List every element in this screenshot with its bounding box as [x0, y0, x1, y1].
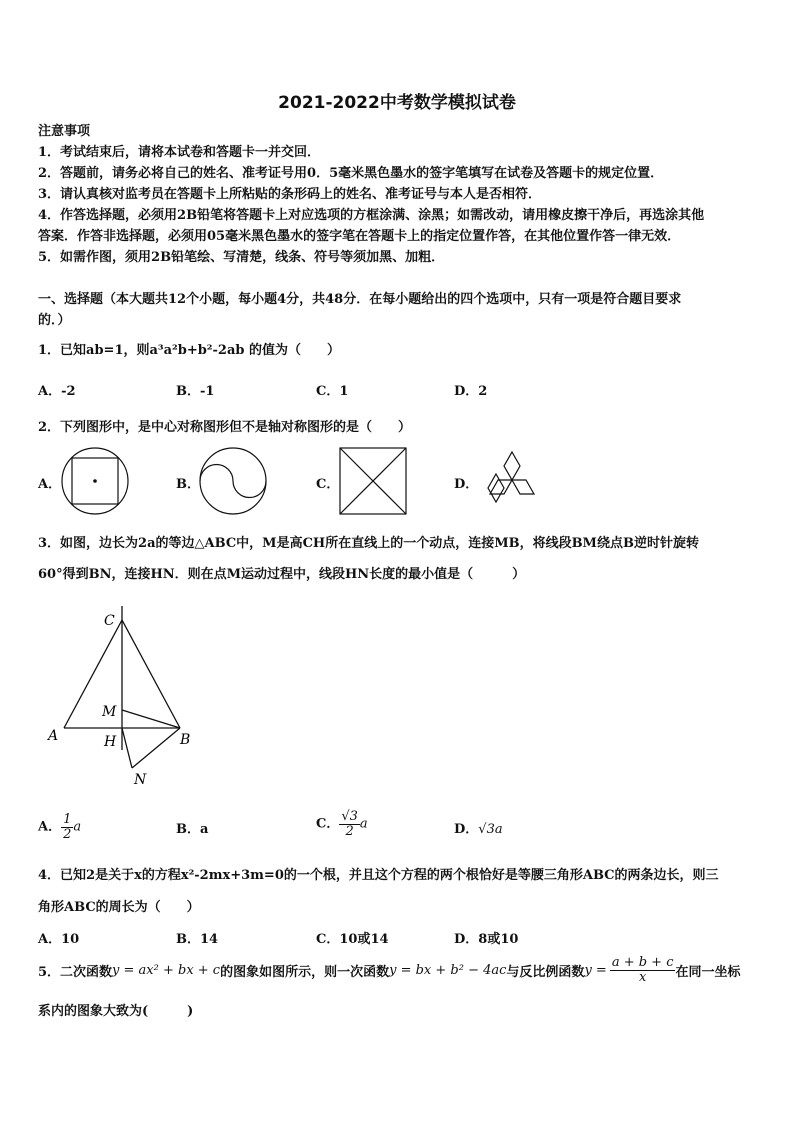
- question-3-stem: 3．如图，边长为2a的等边△ABC中，M是高CH所在直线上的一个动点，连接MB，将线段BM绕点B逆时针旋转: [38, 536, 699, 551]
- notice-item-1: 1．考试结束后，请将本试卷和答题卡一并交回．: [38, 145, 321, 160]
- inverse-formula-fraction: $\frac{a + b + c}{x}$: [611, 955, 674, 985]
- q2-figure-d: [474, 446, 550, 512]
- q2-label-c: C．: [316, 477, 340, 492]
- section-heading: 一、选择题（本大题共12个小题，每小题4分，共48分．在每小题给出的四个选项中，只有一项是符合题目要求: [38, 292, 682, 307]
- linear-formula: y = bx + b² − 4ac: [389, 962, 507, 978]
- point-label-c: C: [104, 613, 115, 629]
- notice-item-3: 3．请认真核对监考员在答题卡上所粘贴的条形码上的姓名、准考证号与本人是否相符．: [38, 187, 542, 202]
- q2-figure-a: [60, 446, 130, 516]
- question-5-stem-cont: 系内的图象大致为( ): [38, 1004, 194, 1019]
- q2-label-d: D．: [454, 477, 479, 492]
- q1-option-c: C．1: [316, 384, 349, 399]
- notice-item-5: 5．如需作图，须用2B铅笔绘、写清楚，线条、符号等须加黑、加粗．: [38, 250, 445, 265]
- q4-option-a: A．10: [38, 932, 80, 947]
- q4-option-d: D．8或10: [454, 932, 519, 947]
- q4-option-b: B．14: [176, 932, 219, 947]
- q4-option-c: C．10或14: [316, 932, 389, 947]
- q3-option-c: C． $\frac{√3}{2}$ a: [316, 809, 368, 839]
- q1-option-b: B．-1: [176, 384, 215, 399]
- question-4-stem-cont: 角形ABC的周长为（ ）: [38, 900, 200, 915]
- notice-item-4-cont: 答案．作答非选择题，必须用05毫米黑色墨水的签字笔在答题卡上的指定位置作答，在其他位置作答一律无效．: [38, 229, 681, 244]
- q2-label-a: A．: [38, 477, 62, 492]
- q2-figure-c: [338, 446, 408, 516]
- question-3-stem-cont: 60°得到BN，连接HN．则在点M运动过程中，线段HN长度的最小值是（ ）: [38, 567, 526, 582]
- q3-option-a: A． $\frac{1}{2}$ a: [38, 812, 82, 842]
- point-label-m: M: [102, 704, 117, 720]
- question-2-stem: 2．下列图形中，是中心对称图形但不是轴对称图形的是（ ）: [38, 420, 412, 435]
- q1-option-a: A．-2: [38, 384, 76, 399]
- question-1-stem: 1．已知ab=1，则a³a²b+b²-2ab 的值为（ ）: [38, 343, 340, 358]
- notice-heading: 注意事项: [38, 124, 91, 139]
- question-4-stem: 4．已知2是关于x的方程x²-2mx+3m=0的一个根，并且这个方程的两个根恰好是等腰三角形ABC的两条边长，则三: [38, 868, 719, 883]
- q2-figure-b: [198, 446, 268, 516]
- q3-option-b: B．a: [176, 822, 209, 837]
- q3-option-d: D．√3a: [454, 822, 503, 837]
- question-5-stem: 5．二次函数 y = ax² + bx + c 的图象如图所示，则一次函数 y = bx + b² − 4ac 与反比例函数 y = $\frac{a + b + c}{x}$ 在同一坐标: [38, 955, 741, 985]
- page-title: 2021-2022中考数学模拟试卷: [278, 93, 516, 113]
- notice-item-4: 4．作答选择题，必须用2B铅笔将答题卡上对应选项的方框涂满、涂黑；如需改动，请用橡皮擦干净后，再选涂其他: [38, 208, 705, 223]
- quadratic-formula: y = ax² + bx + c: [112, 962, 221, 978]
- point-label-h: H: [104, 734, 117, 750]
- point-label-a: A: [48, 728, 59, 744]
- q3-triangle-figure: [40, 600, 210, 795]
- point-label-b: B: [180, 732, 191, 748]
- q2-label-b: B．: [176, 477, 200, 492]
- point-label-n: N: [134, 772, 147, 788]
- q1-option-d: D．2: [454, 384, 488, 399]
- notice-item-2: 2．答题前，请务必将自己的姓名、准考证号用0．5毫米黑色墨水的签字笔填写在试卷及答题卡的规定位置．: [38, 166, 664, 181]
- section-heading-cont: 的．）: [38, 313, 71, 328]
